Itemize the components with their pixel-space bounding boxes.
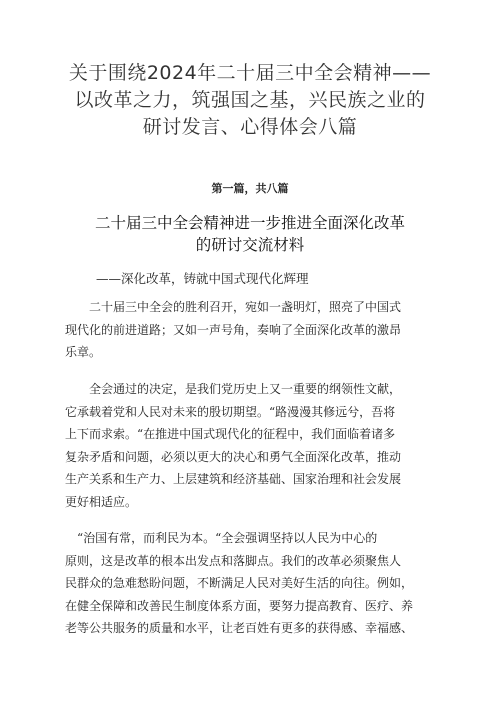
paragraph-line: 现代化的前进道路；又如一声号角，奏响了全面深化改革的激昂 bbox=[65, 322, 402, 337]
document-title-line: 关于围绕2024年二十届三中全会精神—— bbox=[68, 62, 432, 84]
section-title-line: 二十届三中全会精神进一步推进全面深化改革 bbox=[94, 214, 405, 232]
body-paragraph bbox=[65, 527, 437, 640]
paragraph-line: 生产关系和生产力、上层建筑和经济基础、国家治理和社会发展 bbox=[65, 472, 402, 486]
paragraph-line: 全会通过的决定，是我们党历史上又一重要的纲领性文献， bbox=[65, 382, 402, 396]
paragraph-line: 乐章。 bbox=[65, 345, 102, 359]
paragraph-line: 上下而求索。“在推进中国式现代化的征程中，我们面临着诸多 bbox=[65, 427, 396, 441]
section-subtitle: ——深化改革，铸就中国式现代化辉理 bbox=[96, 271, 309, 286]
paragraph-line: “治国有常，而利民为本。“全会强调坚持以人民为中心的 bbox=[65, 531, 378, 545]
paragraph-line: 老等公共服务的质量和水平，让老百姓有更多的获得感、幸福感、 bbox=[65, 621, 414, 635]
section-title bbox=[50, 212, 450, 256]
document-title-line: 研讨发言、心得体会八篇 bbox=[142, 116, 358, 138]
paragraph-line: 民群众的急难愁盼问题，不断满足人民对美好生活的向往。例如， bbox=[65, 576, 414, 590]
body-paragraph bbox=[65, 296, 437, 364]
part-label: 第一篇，共八篇 bbox=[211, 182, 289, 195]
paragraph-line: 复杂矛盾和问题，必须以更大的决心和勇气全面深化改革，推动 bbox=[65, 449, 402, 464]
document-title bbox=[40, 60, 460, 141]
paragraph-line: 二十届三中全会的胜利召开，宛如一盏明灯，照亮了中国式 bbox=[65, 300, 402, 314]
document-title-line: 以改革之力，筑强国之基，兴民族之业的 bbox=[74, 89, 426, 111]
body-paragraph bbox=[65, 378, 437, 513]
section-title-line: 的研讨交流材料 bbox=[195, 236, 305, 254]
paragraph-line: 更好相适应。 bbox=[65, 494, 138, 509]
paragraph-line: 原则，这是改革的根本出发点和落脚点。我们的改革必须聚焦人 bbox=[65, 553, 402, 568]
paragraph-line: 在健全保障和改善民生制度体系方面，要努力提高教育、医疗、养 bbox=[65, 598, 414, 613]
paragraph-line: 它承载着党和人民对未来的殷切期望。“路漫漫其修远兮，吾将 bbox=[65, 404, 396, 419]
